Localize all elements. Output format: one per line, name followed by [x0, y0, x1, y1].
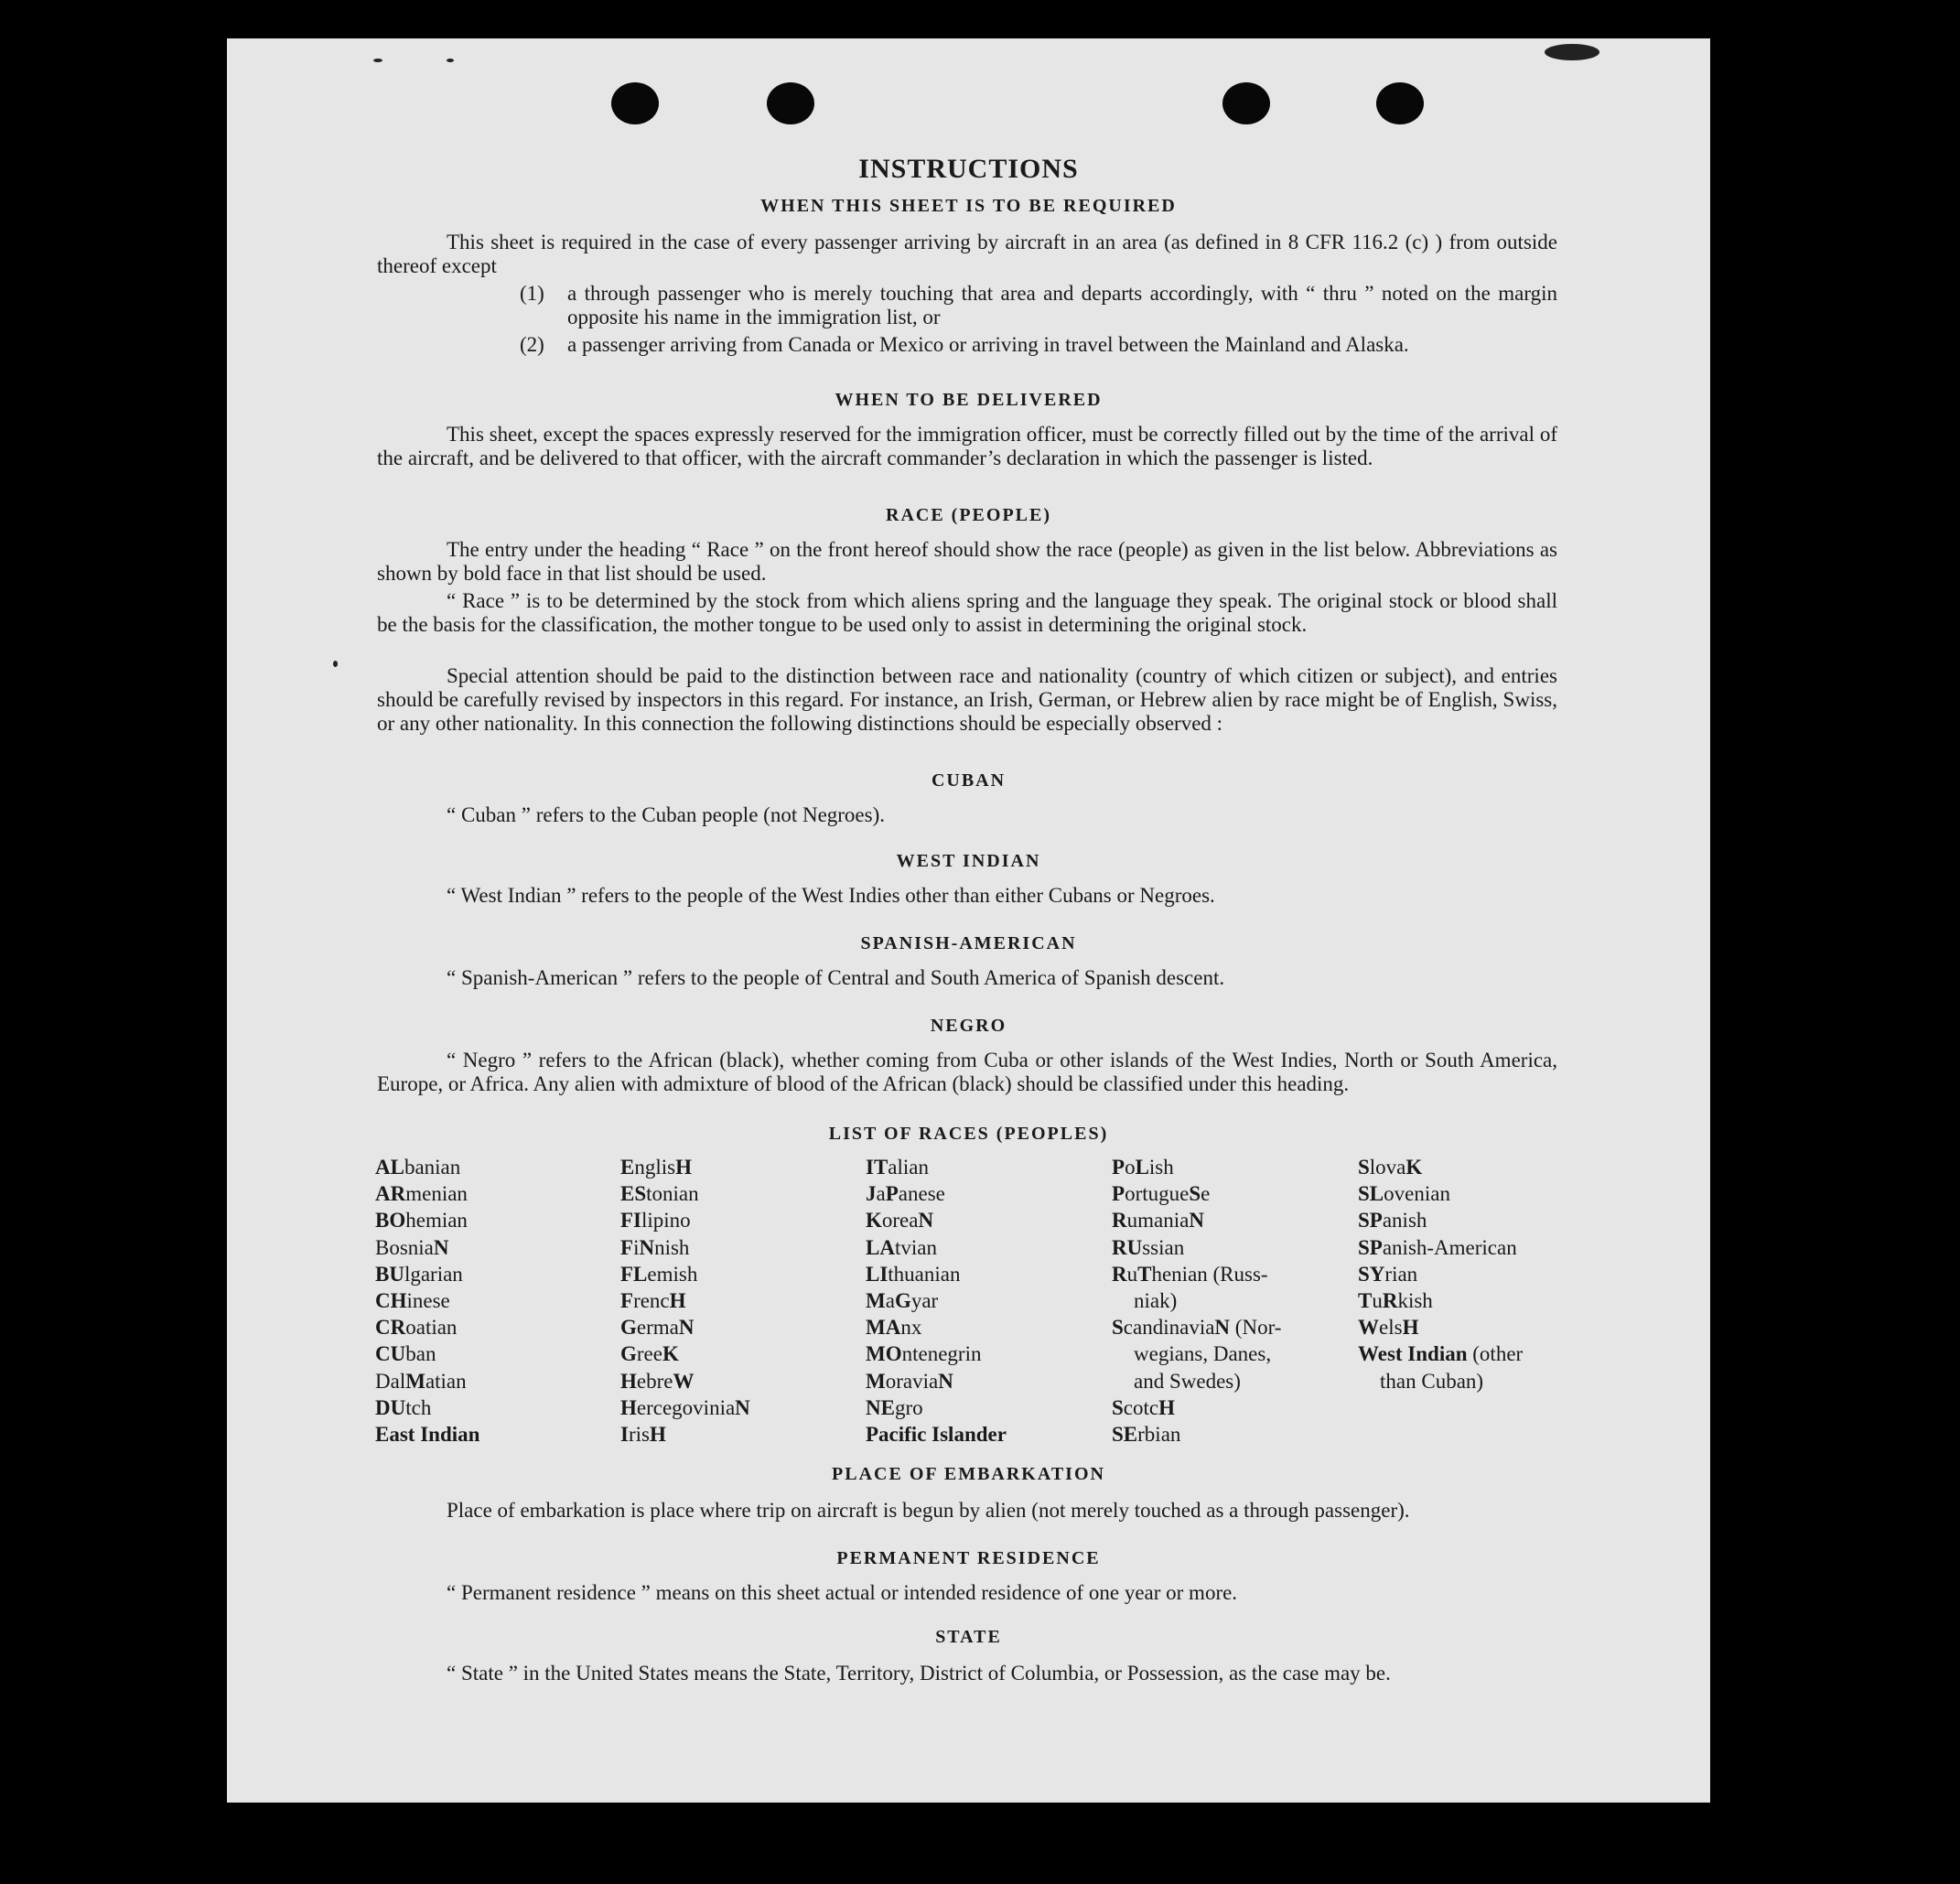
race-entry: wegians, Danes, — [1134, 1342, 1272, 1366]
race-entry: FIlipino — [620, 1209, 691, 1233]
paragraph-delivered: This sheet, except the spaces expressly reserved for the immigration officer, must be correctly filled out by the time of the arrival of the aircraft, and be delivered to that officer, with the aircraft commander’s declaration in which the passenger is listed. — [377, 423, 1557, 469]
race-entry: FiNnish — [620, 1235, 690, 1259]
paragraph-race-3: Special attention should be paid to the distinction between race and nationality (country of which citizen or subject), and entries should be carefully revised by inspectors in this regard. For instance, an Irish, German, or Hebrew alien by race might be of English, Swiss, or any other nationality. In this connection the following distinctions should be especially observed : — [377, 664, 1557, 735]
race-entry: GermaN — [620, 1316, 695, 1340]
race-entry: SYrian — [1358, 1262, 1418, 1286]
race-entry: RumaniaN — [1112, 1209, 1204, 1233]
race-entry: ITalian — [866, 1156, 929, 1179]
paragraph-embarkation: Place of embarkation is place where trip on aircraft is begun by alien (not merely touched as a through passenger). — [447, 1499, 1410, 1522]
section-heading-delivered: WHEN TO BE DELIVERED — [835, 390, 1103, 410]
race-entry: ARmenian — [375, 1182, 468, 1206]
race-entry: MAnx — [866, 1316, 922, 1340]
race-entry: FrencH — [620, 1289, 686, 1313]
race-entry: JaPanese — [866, 1182, 945, 1206]
paragraph-negro: “ Negro ” refers to the African (black), whether coming from Cuba or other islands of the West Indies, North or South America, Europe, or Africa. Any alien with admixture of blood of the African (black) should be classified under this heading. — [377, 1049, 1557, 1095]
race-entry: Pacific Islander — [866, 1423, 1007, 1447]
race-entry: and Swedes) — [1134, 1369, 1241, 1393]
race-entry: PortugueSe — [1112, 1182, 1211, 1206]
section-heading-spanish-american: SPANISH-AMERICAN — [860, 933, 1077, 953]
race-entry: ScotcH — [1112, 1395, 1175, 1419]
race-entry: MoraviaN — [866, 1369, 953, 1393]
race-column — [620, 1154, 858, 1448]
paragraph-race-1: The entry under the heading “ Race ” on the front hereof should show the race (people) as given in the list below. Abbreviations as shown by bold face in that list should be used. — [377, 538, 1557, 585]
race-entry: SlovaK — [1358, 1156, 1423, 1179]
race-entry: MaGyar — [866, 1289, 939, 1313]
race-entry: LAtvian — [866, 1235, 937, 1259]
paragraph-residence: “ Permanent residence ” means on this sheet actual or intended residence of one year or more. — [447, 1581, 1238, 1604]
section-heading-state: STATE — [935, 1627, 1002, 1647]
page-title: INSTRUCTIONS — [858, 154, 1079, 184]
race-entry: FLemish — [620, 1262, 698, 1286]
section-heading-list-of-races: LIST OF RACES (PEOPLES) — [828, 1124, 1109, 1144]
race-column — [1112, 1154, 1350, 1448]
race-entry: SPanish-American — [1358, 1235, 1517, 1259]
race-entry: BUlgarian — [375, 1262, 463, 1286]
race-entry: MOntenegrin — [866, 1342, 982, 1366]
race-entry: LIthuanian — [866, 1262, 961, 1286]
document-page — [227, 38, 1710, 1803]
race-entry: KoreaN — [866, 1209, 934, 1233]
section-heading-west-indian: WEST INDIAN — [896, 851, 1041, 871]
race-entry: EStonian — [620, 1182, 699, 1206]
race-column — [375, 1154, 613, 1448]
race-entry: NEgro — [866, 1395, 923, 1419]
race-entry: ALbanian — [375, 1156, 461, 1179]
race-entry: TuRkish — [1358, 1289, 1433, 1313]
race-entry: CUban — [375, 1342, 436, 1366]
race-column — [866, 1154, 1104, 1448]
race-entry: ScandinaviaN (Nor- — [1112, 1316, 1282, 1340]
paragraph-cuban: “ Cuban ” refers to the Cuban people (not Negroes). — [447, 803, 886, 826]
race-entry: GreeK — [620, 1342, 679, 1366]
paragraph-race-2: “ Race ” is to be determined by the stock from which aliens spring and the language they speak. The original stock or blood shall be the basis for the classification, the mother tongue to be used only to assist in determining the original stock. — [377, 589, 1557, 636]
section-heading-required: WHEN THIS SHEET IS TO BE REQUIRED — [760, 196, 1177, 216]
race-entry: HebreW — [620, 1369, 695, 1393]
paragraph-required: This sheet is required in the case of every passenger arriving by aircraft in an area (as defined in 8 CFR 116.2 (c) ) from outside thereof except — [377, 231, 1557, 277]
race-entry: RuThenian (Russ- — [1112, 1262, 1268, 1286]
race-entry: RUssian — [1112, 1235, 1185, 1259]
race-column — [1358, 1154, 1596, 1394]
race-entry: SPanish — [1358, 1209, 1427, 1233]
race-entry: CHinese — [375, 1289, 450, 1313]
race-entry: niak) — [1134, 1289, 1178, 1313]
race-entry: DUtch — [375, 1395, 432, 1419]
section-heading-cuban: CUBAN — [931, 770, 1007, 791]
race-entry: SErbian — [1112, 1423, 1181, 1447]
race-entry: PoLish — [1112, 1156, 1174, 1179]
race-entry: DalMatian — [375, 1369, 467, 1393]
race-entry: East Indian — [375, 1423, 480, 1447]
race-entry: SLovenian — [1358, 1182, 1450, 1206]
race-entry: BosniaN — [375, 1235, 449, 1259]
instructions-content: INSTRUCTIONS WHEN THIS SHEET IS TO BE REQUIRED This sheet is required in the case of every passenger arriving by aircraft in an area (as defined in 8 CFR 116.2 (c) ) from outside thereof except (1) a through passenger who is merely touching that area and departs accordingly, with “ thru ” noted on the margin opposite his name in the immigration list, or (2) a passenger arriving from Canada or Mexico or arriving in travel between the Mainland and Alaska. WHEN TO BE DELIVERED This sheet, except the spaces expressly reserved for the immigration officer, must be correctly filled out by the time of the arrival of the aircraft, and be delivered to that officer, with the aircraft commander’s declaration in which the passenger is listed. RACE (PEOPLE) The entry under the heading “ Race ” on the front hereof should show the race (people) as given in the list below. Abbreviations as shown by bold face in that list should be used. “ Race ” is to be determined by the stock from which aliens spring and the language they speak. The original stock or blood shall be the basis for the classification, the mother tongue to be used only to assist in determining the original stock. Special attention should be paid to the distinction between race and nationality (country of which citizen or subject), and entries should be carefully revised by inspectors in this regard. For instance, an Irish, German, or Hebrew alien by race might be of English, Swiss, or any other nationality. In this connection the following distinctions should be especially observed : CUBAN “ Cuban ” refers to the Cuban people (not Negroes). WEST INDIAN “ West Indian ” refers to the people of the West Indies other than either Cubans or Negroes. SPANISH-AMERICAN “ Spanish-American ” refers to the people of Central and South America of Spanish descent. NEGRO “ Negro ” refers to the African (black), whether coming from Cuba or other islands of the West Indies, North or South America, Europe, or Africa. Any alien with admixture of blood of the African (black) should be classified under this heading. LIST OF RACES (PEOPLES) ALbanian ARmenian BOhemian BosniaN BUlgarian CHinese CRoatian CUban DalMatian DUtch East Indian EnglisH EStonian FIlipino FiNnish FLemish FrencH GermaN GreeK HebreW HercegoviniaN IrisH ITalian JaPanese KoreaN LAtvian LIthuanian MaGyar MAnx MOntenegrin MoraviaN NEgro Pacific Islander PoLish PortugueSe RumaniaN RUssian RuThenian (Russ- niak) ScandinaviaN (Nor- wegians, Danes, and Swedes) ScotcH SErbian SlovaK SLovenian SPanish SPanish-American SYrian TuRkish WelsH West Indian (other than Cuban) PLACE OF EMBARKATION Place of embarkation is place where trip on aircraft is begun by alien (not merely touched as a through passenger). PERMANENT RESIDENCE “ Permanent residence ” means on this sheet actual or intended residence of one year or more. STATE “ State ” in the United States means the State, Territory, District of Columbia, or Possession, as the case may be. — [227, 38, 1710, 1803]
section-heading-residence: PERMANENT RESIDENCE — [836, 1548, 1101, 1568]
race-entry: WelsH — [1358, 1316, 1419, 1340]
race-entry: EnglisH — [620, 1156, 692, 1179]
race-entry: West Indian (other — [1358, 1342, 1524, 1366]
paragraph-spanish-american: “ Spanish-American ” refers to the people of Central and South America of Spanish descent. — [447, 966, 1225, 989]
section-heading-race: RACE (PEOPLE) — [886, 505, 1051, 525]
race-entry: BOhemian — [375, 1209, 468, 1233]
section-heading-negro: NEGRO — [930, 1016, 1007, 1036]
paragraph-west-indian: “ West Indian ” refers to the people of the West Indies other than either Cubans or Negroes. — [447, 884, 1215, 907]
section-heading-embarkation: PLACE OF EMBARKATION — [832, 1464, 1105, 1484]
race-entry: IrisH — [620, 1423, 666, 1447]
paragraph-state: “ State ” in the United States means the State, Territory, District of Columbia, or Possession, as the case may be. — [447, 1662, 1391, 1685]
race-entry: CRoatian — [375, 1316, 458, 1340]
race-entry: HercegoviniaN — [620, 1395, 750, 1419]
race-entry: than Cuban) — [1380, 1369, 1484, 1393]
